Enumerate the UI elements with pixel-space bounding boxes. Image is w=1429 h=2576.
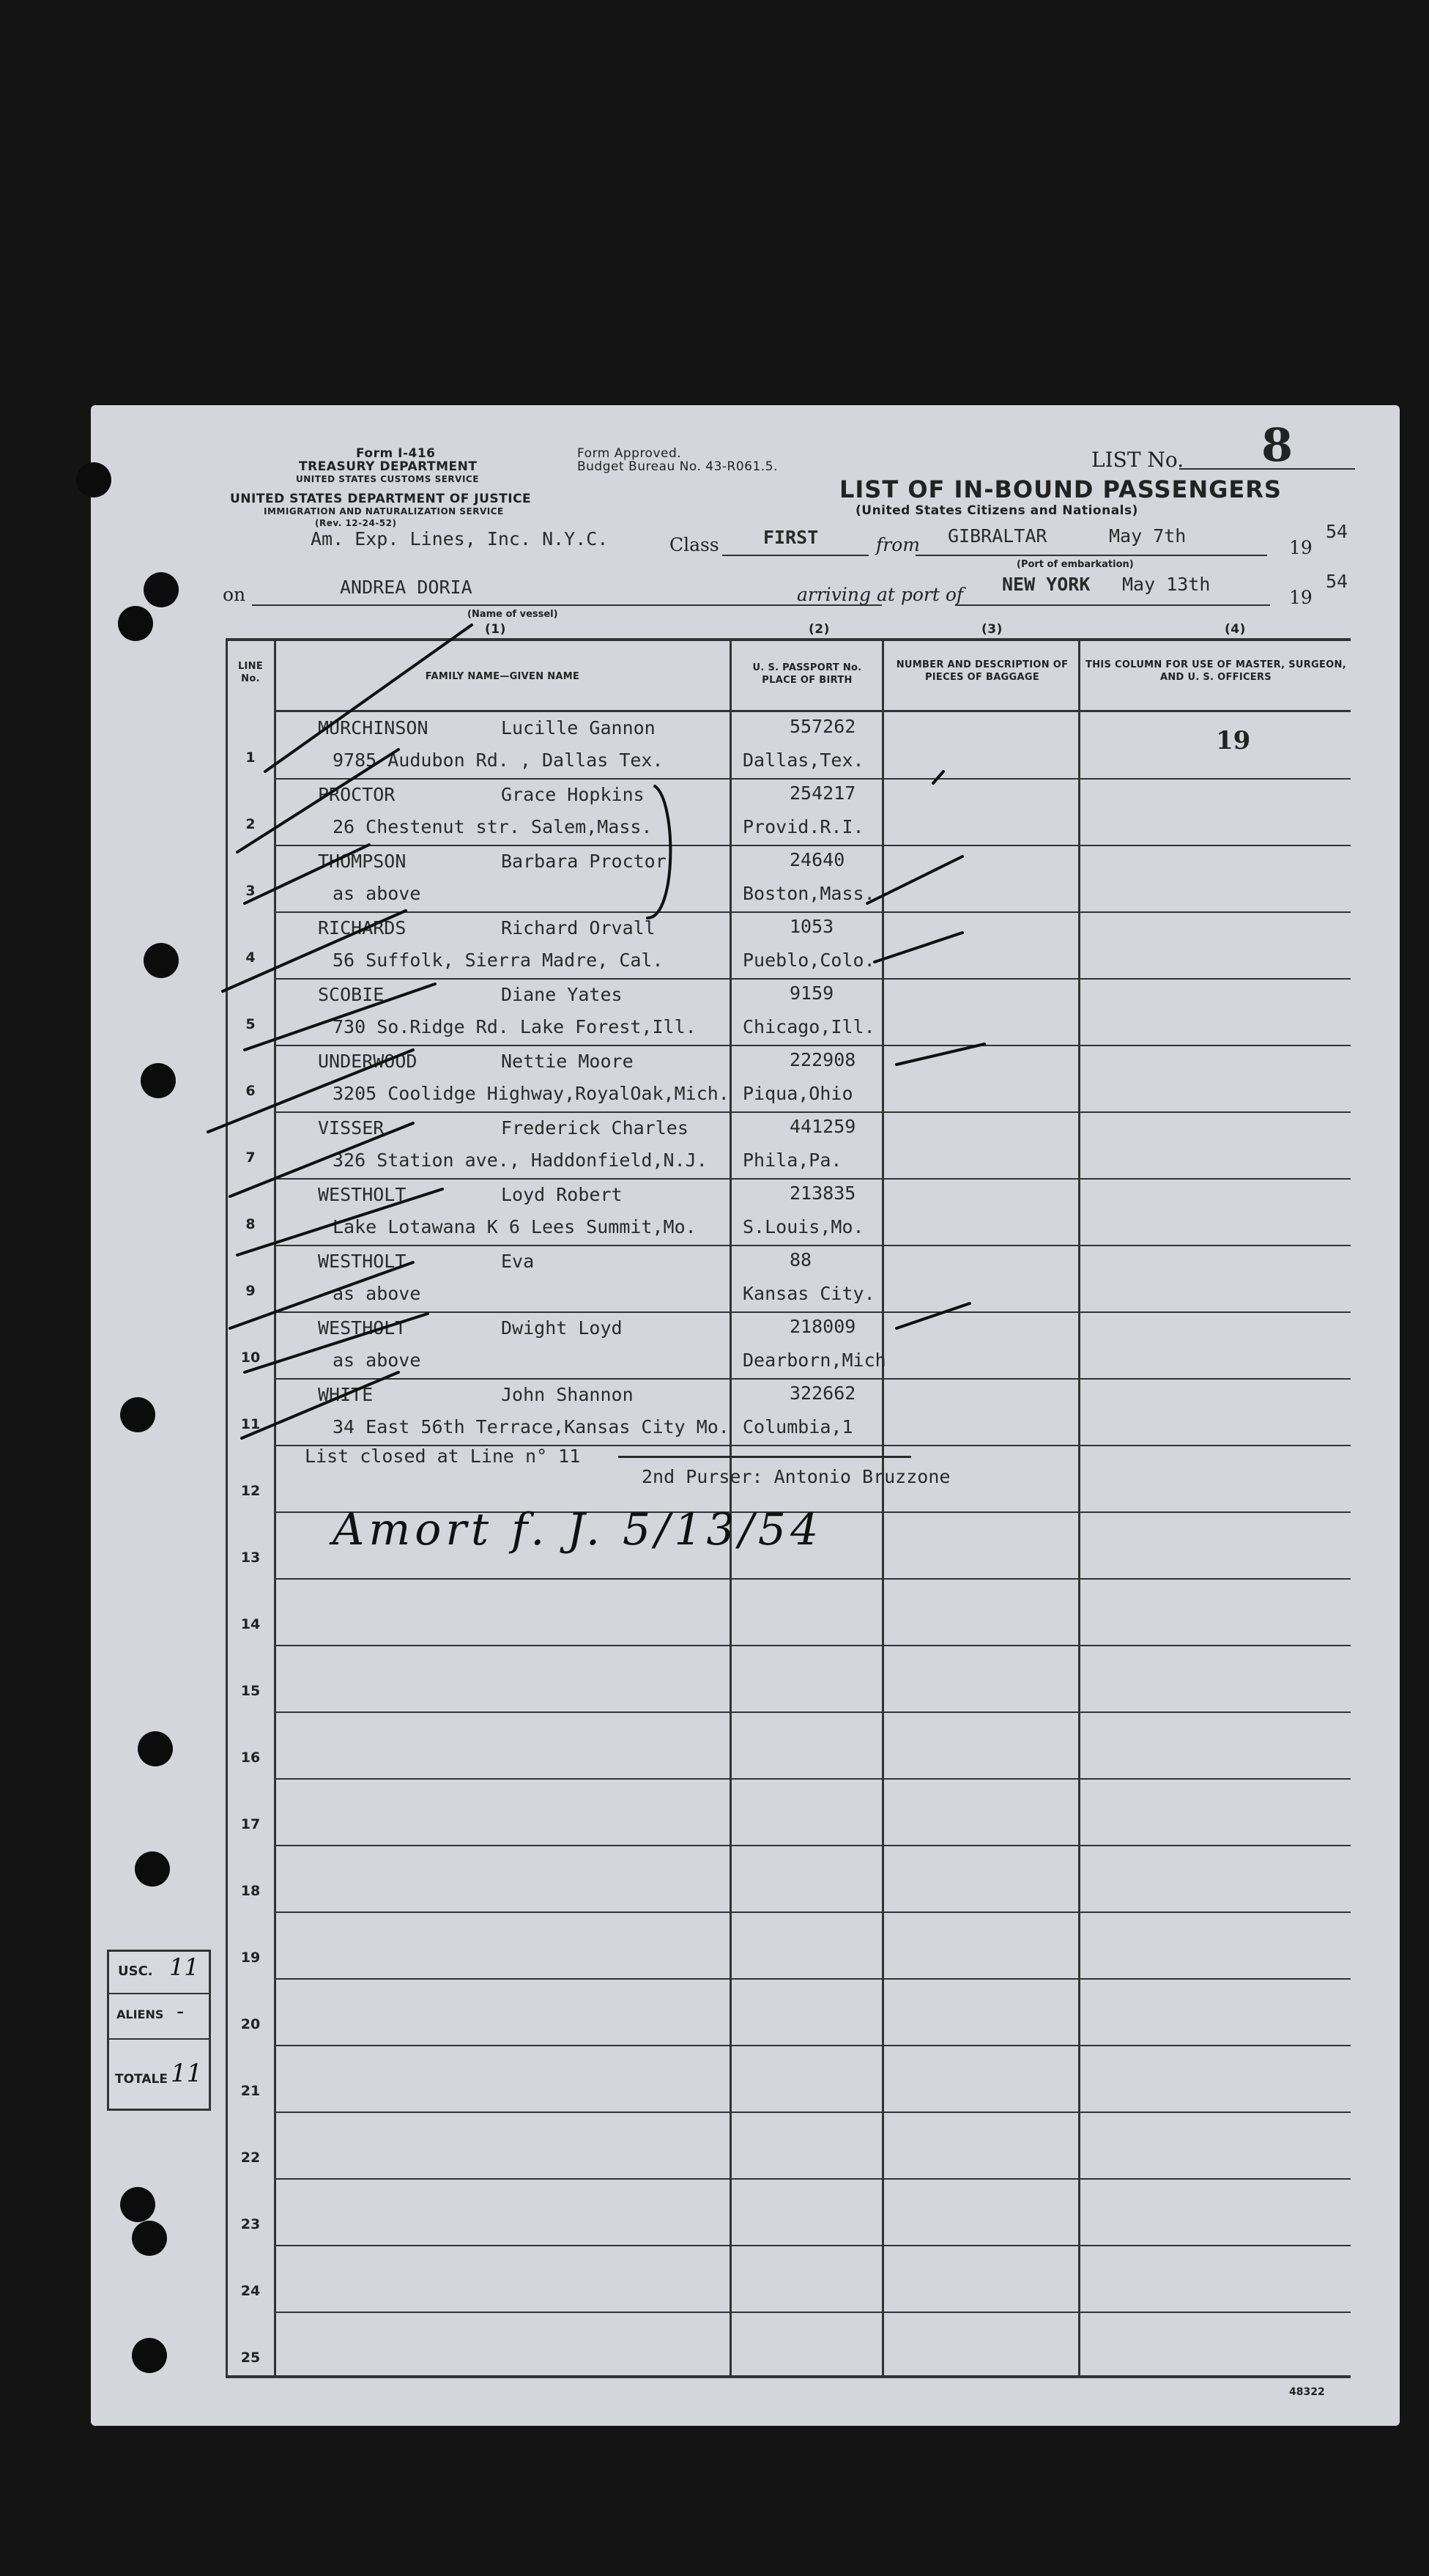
line-number: 25 <box>240 2350 261 2366</box>
check-mark <box>245 845 369 903</box>
place-of-birth: Piqua,Ohio <box>743 1083 853 1104</box>
line-number: 2 <box>245 816 256 832</box>
line-number: 1 <box>245 750 256 766</box>
passenger-address: 26 Chestenut str. Salem,Mass. <box>333 816 653 837</box>
officer-note: 19 <box>1216 726 1251 755</box>
header-line-no: LINE No. <box>237 661 264 684</box>
line-number: 23 <box>240 2216 261 2232</box>
passport-number: 557262 <box>790 716 856 737</box>
passenger-given-name: Diane Yates <box>501 984 623 1005</box>
place-of-birth: Provid.R.I. <box>743 816 864 837</box>
from-label: from <box>876 534 920 555</box>
check-mark <box>875 933 962 962</box>
check-mark <box>265 625 472 771</box>
place-of-birth: Pueblo,Colo. <box>743 950 875 971</box>
usc-value: 11 <box>169 1953 199 1981</box>
passport-number: 222908 <box>790 1049 856 1070</box>
passenger-address: as above <box>333 1350 421 1371</box>
check-mark <box>242 1372 398 1438</box>
list-number: 8 <box>1261 418 1293 472</box>
line-number: 8 <box>245 1216 256 1232</box>
header-passport: U. S. PASSPORT No. PLACE OF BIRTH <box>752 662 862 686</box>
passenger-given-name: Eva <box>501 1251 535 1272</box>
check-mark <box>237 1189 442 1255</box>
passenger-family-name: MURCHINSON <box>318 717 428 739</box>
customs-heading: UNITED STATES CUSTOMS SERVICE <box>296 474 479 484</box>
port-of-arrival: NEW YORK <box>1002 574 1091 595</box>
passenger-given-name: Dwight Loyd <box>501 1317 623 1339</box>
check-mark <box>933 771 943 783</box>
line-number: 12 <box>240 1483 261 1499</box>
line-number: 5 <box>245 1016 256 1032</box>
passenger-address: 3205 Coolidge Highway,RoyalOak,Mich. <box>333 1083 730 1104</box>
usc-label: USC. <box>118 1964 153 1979</box>
inspector-signature: Amort f. J. 5/13/54 <box>333 1504 823 1555</box>
class-value: FIRST <box>763 527 819 548</box>
line-number: 13 <box>240 1550 261 1566</box>
line-number: 6 <box>245 1083 256 1099</box>
header-name: FAMILY NAME—GIVEN NAME <box>425 671 580 682</box>
header-officers: THIS COLUMN FOR USE OF MASTER, SURGEON, AND U. S. OFFICERS <box>1085 659 1346 683</box>
check-mark <box>237 750 398 852</box>
form-number: Form I-416 <box>356 446 436 461</box>
line-number: 11 <box>240 1416 261 1432</box>
passenger-address: Lake Lotawana K 6 Lees Summit,Mo. <box>333 1216 697 1237</box>
check-mark <box>867 856 962 903</box>
passenger-family-name: WHITE <box>318 1384 374 1405</box>
passenger-family-name: WESTHOLT <box>318 1317 407 1339</box>
check-mark <box>223 911 406 991</box>
passenger-address: 9785 Audubon Rd. , Dallas Tex. <box>333 750 664 771</box>
passenger-family-name: WESTHOLT <box>318 1251 407 1272</box>
passenger-given-name: John Shannon <box>501 1384 634 1405</box>
place-of-birth: Kansas City. <box>743 1283 875 1304</box>
page-subtitle: (United States Citizens and Nationals) <box>855 503 1138 518</box>
on-label: on <box>223 584 246 605</box>
line-number: 14 <box>240 1616 261 1632</box>
vessel-caption: (Name of vessel) <box>467 609 558 620</box>
ins-heading: IMMIGRATION AND NATURALIZATION SERVICE <box>264 506 504 517</box>
line-number: 9 <box>245 1283 256 1299</box>
passenger-address: 730 So.Ridge Rd. Lake Forest,Ill. <box>333 1016 697 1037</box>
header-baggage: NUMBER AND DESCRIPTION OF PIECES OF BAGGAGE <box>896 659 1069 683</box>
footer-code: 48322 <box>1289 2386 1325 2398</box>
passenger-family-name: PROCTOR <box>318 784 396 805</box>
treasury-heading: TREASURY DEPARTMENT <box>299 459 478 474</box>
list-closed-note: List closed at Line n° 11 <box>305 1446 581 1467</box>
bracket-mark <box>647 786 670 918</box>
passenger-address: as above <box>333 1283 421 1304</box>
arrival-date: May 13th <box>1122 574 1211 595</box>
check-mark <box>245 984 435 1050</box>
manifest-page <box>91 405 1400 2426</box>
passport-number: 254217 <box>790 782 856 804</box>
check-mark <box>897 1303 970 1328</box>
place-of-birth: Chicago,Ill. <box>743 1016 875 1037</box>
passenger-given-name: Barbara Proctor <box>501 851 667 872</box>
page-title: LIST OF IN-BOUND PASSENGERS <box>839 475 1282 503</box>
justice-heading: UNITED STATES DEPARTMENT OF JUSTICE <box>230 492 532 506</box>
passenger-given-name: Grace Hopkins <box>501 784 645 805</box>
port-of-embarkation: GIBRALTAR <box>948 525 1047 547</box>
passenger-given-name: Nettie Moore <box>501 1051 634 1072</box>
place-of-birth: Boston,Mass. <box>743 883 875 904</box>
passenger-given-name: Frederick Charles <box>501 1117 688 1139</box>
departure-year: 54 <box>1326 521 1348 542</box>
aliens-value: - <box>177 1999 185 2024</box>
passenger-address: 326 Station ave., Haddonfield,N.J. <box>333 1150 708 1171</box>
passport-number: 441259 <box>790 1116 856 1137</box>
passport-number: 9159 <box>790 982 834 1004</box>
purser-name: 2nd Purser: Antonio Bruzzone <box>642 1466 951 1487</box>
passport-number: 24640 <box>790 849 845 870</box>
revision: (Rev. 12-24-52) <box>315 518 397 528</box>
passport-number: 88 <box>790 1249 812 1270</box>
budget-bureau: Budget Bureau No. 43-R061.5. <box>577 459 778 474</box>
passport-number: 322662 <box>790 1383 856 1404</box>
embark-caption: (Port of embarkation) <box>1017 559 1134 570</box>
passenger-address: 34 East 56th Terrace,Kansas City Mo. <box>333 1416 730 1437</box>
place-of-birth: Dallas,Tex. <box>743 750 864 771</box>
passenger-family-name: WESTHOLT <box>318 1184 407 1205</box>
passenger-family-name: VISSER <box>318 1117 385 1139</box>
check-mark <box>230 1123 413 1196</box>
line-number: 21 <box>240 2083 261 2099</box>
passenger-address: 56 Suffolk, Sierra Madre, Cal. <box>333 950 664 971</box>
arrival-year: 54 <box>1326 571 1348 592</box>
line-number: 20 <box>240 2016 261 2032</box>
aliens-label: ALIENS <box>116 2007 164 2021</box>
form-approved: Form Approved. <box>577 446 682 461</box>
passenger-address: as above <box>333 883 421 904</box>
passport-number: 1053 <box>790 916 834 937</box>
passenger-family-name: RICHARDS <box>318 917 407 939</box>
class-label: Class <box>669 534 719 555</box>
line-number: 19 <box>240 1950 261 1966</box>
shipping-agent: Am. Exp. Lines, Inc. N.Y.C. <box>311 528 609 549</box>
line-number: 24 <box>240 2283 261 2299</box>
passenger-family-name: THOMPSON <box>318 851 407 872</box>
line-number: 18 <box>240 1883 261 1899</box>
passenger-given-name: Richard Orvall <box>501 917 656 939</box>
place-of-birth: Phila,Pa. <box>743 1150 842 1171</box>
column-2-number: (2) <box>809 622 830 637</box>
line-number: 17 <box>240 1816 261 1832</box>
list-no-label: LIST No. <box>1091 448 1184 472</box>
column-1-number: (1) <box>485 622 506 637</box>
passport-number: 218009 <box>790 1316 856 1337</box>
check-mark <box>245 1314 428 1372</box>
vessel-name: ANDREA DORIA <box>340 577 472 598</box>
line-number: 16 <box>240 1750 261 1766</box>
line-number: 10 <box>240 1350 261 1366</box>
passenger-given-name: Lucille Gannon <box>501 717 656 739</box>
check-mark <box>897 1044 984 1065</box>
line-number: 22 <box>240 2150 261 2166</box>
column-4-number: (4) <box>1225 622 1246 637</box>
check-mark <box>208 1050 413 1132</box>
line-number: 4 <box>245 950 256 966</box>
passenger-family-name: UNDERWOOD <box>318 1051 417 1072</box>
departure-date: May 7th <box>1109 525 1187 547</box>
place-of-birth: S.Louis,Mo. <box>743 1216 864 1237</box>
line-number: 7 <box>245 1150 256 1166</box>
place-of-birth: Dearborn,Mich <box>743 1350 886 1371</box>
line-number: 3 <box>245 883 256 899</box>
year-prefix: 19 <box>1289 537 1313 558</box>
arriving-label: arriving at port of <box>797 584 964 605</box>
line-number: 15 <box>240 1683 261 1699</box>
year-prefix-2: 19 <box>1289 587 1313 608</box>
check-marks-overlay <box>91 405 1400 2426</box>
passport-number: 213835 <box>790 1182 856 1204</box>
total-value: 11 <box>171 2059 203 2088</box>
column-3-number: (3) <box>981 622 1003 637</box>
check-mark <box>230 1262 413 1328</box>
passenger-given-name: Loyd Robert <box>501 1184 623 1205</box>
total-label: TOTALE <box>115 2072 168 2087</box>
place-of-birth: Columbia,1 <box>743 1416 853 1437</box>
passenger-family-name: SCOBIE <box>318 984 385 1005</box>
